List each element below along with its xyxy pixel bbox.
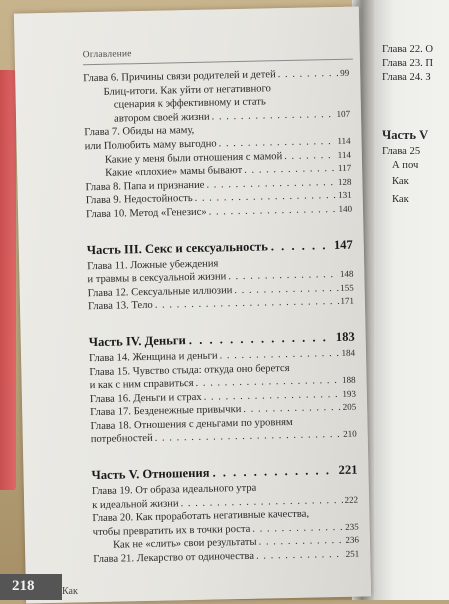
right-page-line: Как xyxy=(392,176,409,187)
table-of-contents xyxy=(83,67,359,567)
toc-entry-title: Глава 14. Женщина и деньги xyxy=(88,350,218,365)
running-head: Оглавление xyxy=(82,49,132,61)
toc-page-number: 210 xyxy=(343,429,357,440)
leader-dots xyxy=(211,108,334,124)
toc-part-title: Часть V. Отношения xyxy=(91,465,210,483)
toc-part-title: Часть IV. Деньги xyxy=(88,333,186,350)
toc-page-number: 188 xyxy=(341,374,356,385)
right-page-line: Глава 23. П xyxy=(382,58,434,69)
toc-page-number: 236 xyxy=(345,535,360,546)
toc-entry-title: Глава 9. Недостойность xyxy=(85,193,193,207)
toc-entry-title: Какие у меня были отношения с мамой xyxy=(104,150,283,166)
toc-page-number: 114 xyxy=(337,149,351,160)
toc-entry-title: Как не «слить» свои результаты xyxy=(112,537,257,552)
toc-entry-title-cont: потребностей xyxy=(90,433,153,446)
toc-entry-title: Глава 8. Папа и признание xyxy=(85,179,205,193)
toc-entry-title: Глава 19. От образа идеального утра xyxy=(91,482,257,498)
toc-entry-title-cont: сценария к эффективному и стать xyxy=(113,96,266,111)
toc-page-number: 171 xyxy=(340,295,355,307)
leader-dots xyxy=(243,401,341,417)
red-book-cover-edge xyxy=(0,70,16,490)
toc-page-number: 183 xyxy=(335,329,355,344)
toc-page-number: 147 xyxy=(333,237,353,252)
toc-page-number: 184 xyxy=(341,347,356,358)
toc-page-number: 99 xyxy=(340,67,350,78)
toc-page-number: 117 xyxy=(337,162,352,174)
toc-entry-title-cont: чтобы превратить их в точки роста xyxy=(92,523,251,538)
toc-page xyxy=(14,6,371,603)
leader-dots xyxy=(256,548,344,563)
leader-dots xyxy=(189,329,333,348)
toc-entry-title: Глава 13. Тело xyxy=(87,300,153,313)
toc-entry-title-cont: автором своей жизни xyxy=(113,111,210,125)
page-number: 218 xyxy=(12,578,35,594)
right-page-line: Глава 25 xyxy=(382,146,421,157)
right-page-line: Глава 24. З xyxy=(382,72,431,83)
leader-dots xyxy=(284,149,336,164)
toc-entry-title: Глава 17. Безденежные привычки xyxy=(90,404,242,419)
right-page xyxy=(372,0,449,600)
bottom-cut-text: Как xyxy=(62,586,78,597)
right-page-line: А поч xyxy=(392,160,419,171)
toc-page-number: 131 xyxy=(338,189,352,201)
leader-dots xyxy=(271,237,331,254)
toc-entry-title: Какие «плохие» мамы бывают xyxy=(105,165,243,179)
toc-entry-title: Блиц-итоги. Как уйти от негативного xyxy=(103,82,272,98)
toc-entry-title: Глава 18. Отношения с деньгами по уровням xyxy=(90,416,293,433)
toc-page-number: 221 xyxy=(338,462,358,478)
leader-dots xyxy=(155,428,342,445)
toc-entry-title: Глава 12. Сексуальные иллюзии xyxy=(87,284,233,299)
toc-page-number: 155 xyxy=(340,282,354,293)
toc-page-number: 251 xyxy=(345,548,360,559)
leader-dots xyxy=(278,67,339,82)
toc-page-number: 222 xyxy=(344,494,359,505)
toc-entry-title: Глава 10. Метод «Генезис» xyxy=(85,206,207,221)
toc-entry-title: Глава 6. Причины связи родителей и детей xyxy=(83,69,276,85)
leader-dots xyxy=(212,462,335,481)
toc-entry-title-cont: или Полюбить маму выгодно xyxy=(84,138,217,153)
toc-entry-title: Глава 11. Ложные убеждения xyxy=(87,257,219,272)
toc-entry-title: Глава 7. Обиды на маму, xyxy=(84,125,195,139)
toc-page-number: 128 xyxy=(337,176,352,187)
toc-page-number: 107 xyxy=(336,108,351,119)
toc-entry-title-cont: и как с ним справиться xyxy=(89,378,194,392)
toc-part-title: Часть III. Секс и сексуальность xyxy=(86,238,268,257)
leader-dots xyxy=(209,203,337,219)
toc-entry-title: Глава 20. Как проработать негативные качества, xyxy=(92,508,310,525)
running-head-rule xyxy=(83,59,353,66)
toc-entry-title-cont: и травмы в сексуальной жизни xyxy=(87,271,227,286)
toc-page-number: 193 xyxy=(342,388,356,399)
toc-page-number: 235 xyxy=(345,521,359,532)
toc-page-number: 148 xyxy=(339,268,354,280)
right-page-line: Глава 22. О xyxy=(382,44,434,55)
leader-dots xyxy=(219,347,339,363)
toc-page-number: 114 xyxy=(337,135,351,146)
toc-entry-title: Глава 15. Чувство стыда: откуда оно берется xyxy=(89,362,290,378)
leader-dots xyxy=(155,295,339,312)
right-page-line: Как xyxy=(392,194,409,205)
toc-page-number: 205 xyxy=(342,401,357,413)
toc-page-number: 140 xyxy=(338,203,353,214)
toc-entry-title-cont: к идеальной жизни xyxy=(92,497,179,511)
toc-entry-title: Глава 16. Деньги и страх xyxy=(89,391,202,405)
right-page-part: Часть V xyxy=(382,128,429,142)
toc-entry-title: Глава 21. Лекарство от одиночества xyxy=(93,550,255,566)
